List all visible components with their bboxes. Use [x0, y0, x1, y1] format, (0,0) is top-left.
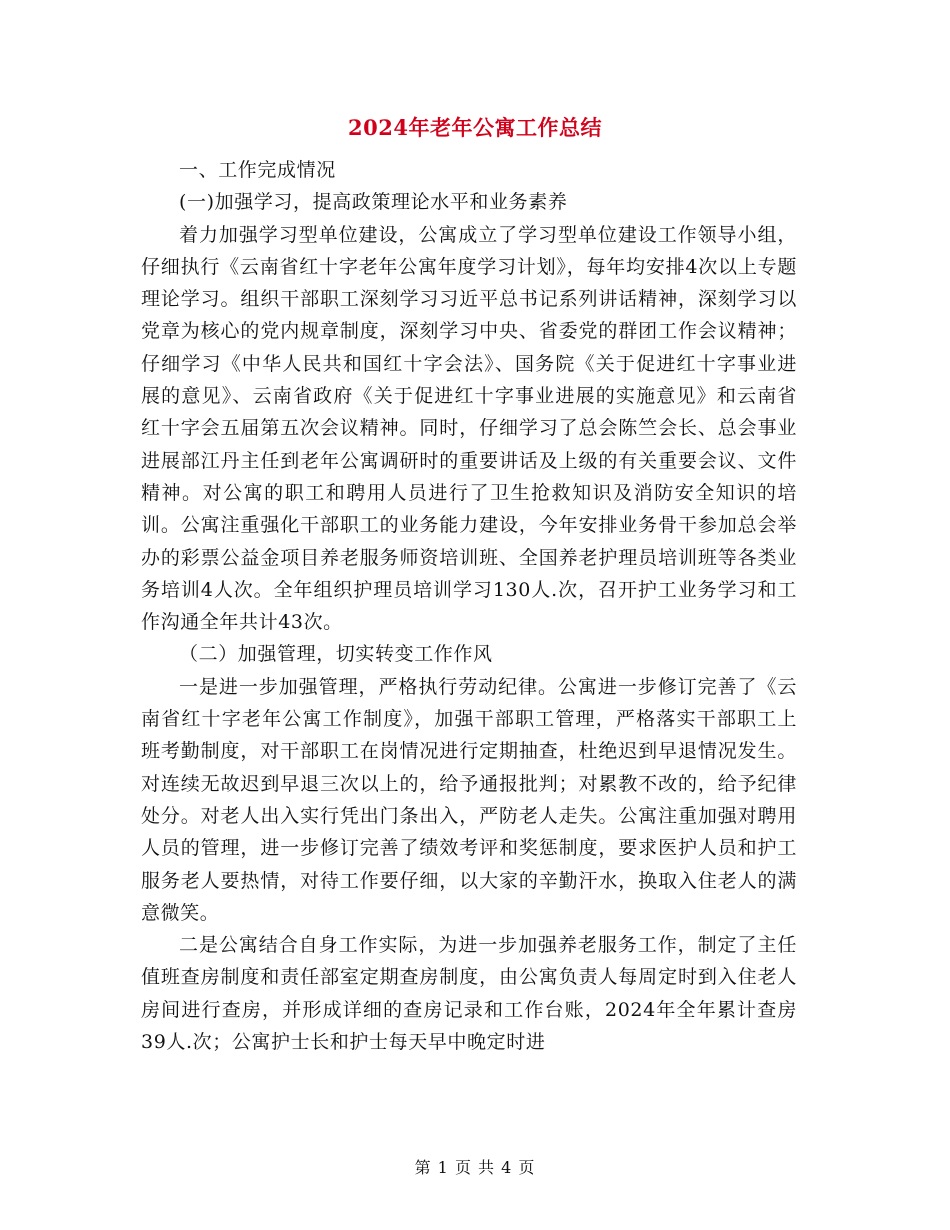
paragraph: 二是公寓结合自身工作实际，为进一步加强养老服务工作，制定了主任值班查房制度和责任部室定期查房制度，由公寓负责人每周定时到入住老人房间进行查房，并形成详细的查房记录和工作台账，2024年全年累计查房39人.次；公寓护士长和护士每天早中晚定时进	[141, 934, 797, 1054]
subsection-heading: (一)加强学习，提高政策理论水平和业务素养	[179, 191, 568, 214]
page-number-footer: 第 1 页 共 4 页	[414, 1158, 536, 1177]
document-body	[141, 154, 797, 1058]
paragraph: 一是进一步加强管理，严格执行劳动纪律。公寓进一步修订完善了《云南省红十字老年公寓工作制度》，加强干部职工管理，严格落实干部职工上班考勤制度，对干部职工在岗情况进行定期抽查，杜绝迟到早退情况发生。对连续无故迟到早退三次以上的，给予通报批判；对累教不改的，给予纪律处分。对老人出入实行凭出门条出入，严防老人走失。公寓注重加强对聘用人员的管理，进一步修订完善了绩效考评和奖惩制度，要求医护人员和护工服务老人要热情，对待工作要仔细，以大家的辛勤汗水，换取入住老人的满意微笑。	[141, 675, 797, 924]
section-heading: 一、工作完成情况	[179, 159, 336, 181]
document-title: 2024年老年公寓工作总结	[348, 115, 602, 140]
paragraph: 着力加强学习型单位建设，公寓成立了学习型单位建设工作领导小组，仔细执行《云南省红十字老年公寓年度学习计划》，每年均安排4次以上专题理论学习。组织干部职工深刻学习习近平总书记系列讲话精神，深刻学习以党章为核心的党内规章制度，深刻学习中央、省委党的群团工作会议精神；仔细学习《中华人民共和国红十字会法》、国务院《关于促进红十字事业进展的意见》、云南省政府《关于促进红十字事业进展的实施意见》和云南省红十字会五届第五次会议精神。同时，仔细学习了总会陈竺会长、总会事业进展部江丹主任到老年公寓调研时的重要讲话及上级的有关重要会议、文件精神。对公寓的职工和聘用人员进行了卫生抢救知识及消防安全知识的培训。公寓注重强化干部职工的业务能力建设，今年安排业务骨干参加总会举办的彩票公益金项目养老服务师资培训班、全国养老护理员培训班等各类业务培训4人次。全年组织护理员培训学习130人.次，召开护工业务学习和工作沟通全年共计43次。	[141, 223, 797, 634]
subsection-heading: （二）加强管理，切实转变工作作风	[179, 643, 493, 666]
